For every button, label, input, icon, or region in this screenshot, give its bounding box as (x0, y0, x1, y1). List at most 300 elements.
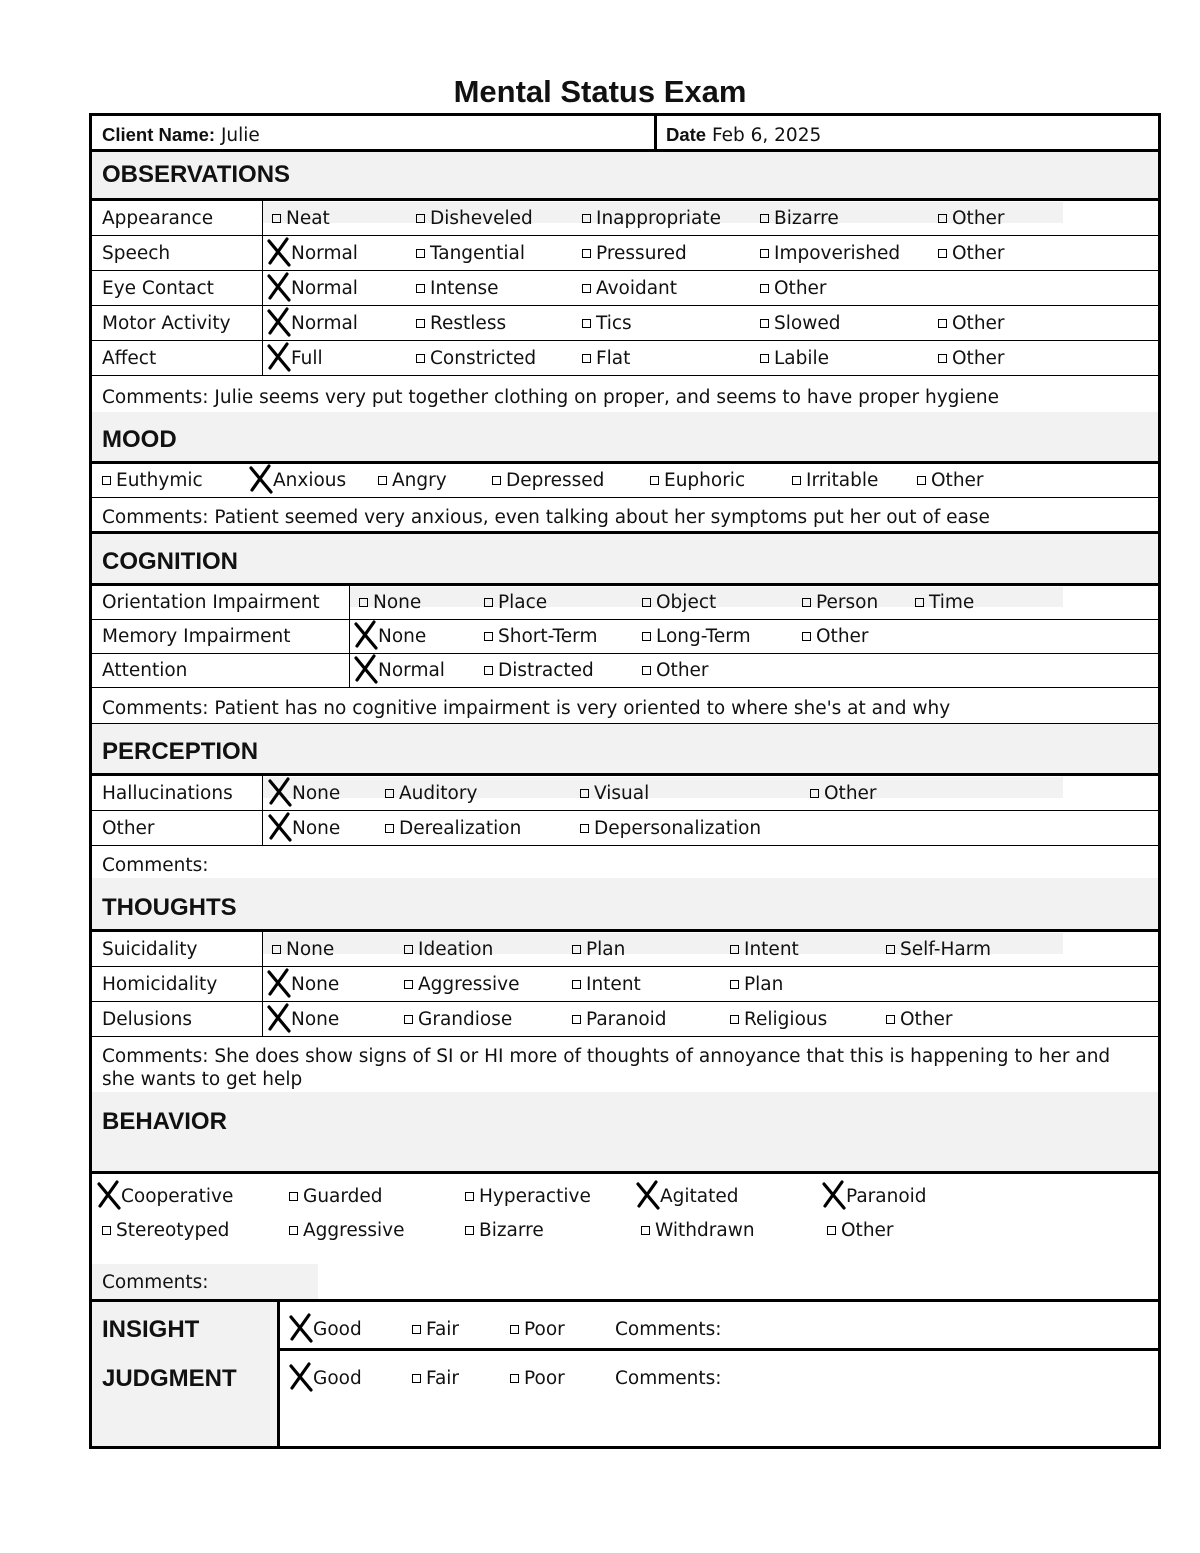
checkbox-icon (359, 598, 368, 607)
cognition-comments[interactable]: Comments: Patient has no cognitive impairment is very oriented to where she's at and why (102, 698, 951, 719)
option-label: None (292, 783, 341, 804)
mood-option-irritable[interactable] (792, 470, 878, 492)
observations-option-normal[interactable] (272, 243, 358, 265)
section-observations (92, 152, 1158, 201)
option-label: Avoidant (596, 278, 678, 299)
date-field[interactable] (666, 124, 821, 147)
option-label: Good (313, 1319, 362, 1340)
observations-option-other[interactable] (938, 208, 1005, 230)
mood-option-angry[interactable] (378, 470, 447, 492)
checkbox-icon (510, 1374, 519, 1383)
date-label: Date (666, 124, 707, 145)
checkbox-icon (582, 319, 591, 328)
perception-label-hallucinations: Hallucinations (102, 783, 233, 804)
behavior-option-cooperative[interactable] (102, 1186, 233, 1208)
observations-heading: OBSERVATIONS (102, 161, 291, 188)
option-label: Tics (596, 313, 632, 334)
checkbox-icon (580, 824, 589, 833)
checkbox-icon (465, 1192, 474, 1201)
perception-option-other[interactable] (810, 783, 877, 805)
option-label: Grandiose (418, 1009, 513, 1030)
option-label: Good (313, 1368, 362, 1389)
judgment-comments[interactable]: Comments: (615, 1368, 722, 1389)
option-label: Visual (594, 783, 650, 804)
option-label: Bizarre (774, 208, 839, 229)
option-label: Plan (586, 939, 626, 960)
section-perception (92, 724, 1158, 776)
page-title: Mental Status Exam (453, 74, 747, 109)
option-label: Normal (291, 278, 358, 299)
insight-option-fair[interactable] (412, 1319, 459, 1341)
label-divider (262, 1002, 263, 1037)
option-label: Paranoid (586, 1009, 667, 1030)
client-name-value: Julie (220, 125, 260, 146)
cognition-option-other[interactable] (642, 660, 709, 682)
checkbox-icon (102, 476, 111, 485)
checkbox-icon (730, 1015, 739, 1024)
option-label: Pressured (596, 243, 687, 264)
label-divider (262, 236, 263, 271)
option-label: None (378, 626, 427, 647)
observations-option-other[interactable] (938, 243, 1005, 265)
cognition-option-normal[interactable] (359, 660, 445, 682)
checkbox-icon (760, 319, 769, 328)
option-label: Religious (744, 1009, 828, 1030)
checkbox-icon (802, 598, 811, 607)
observations-option-full[interactable] (272, 348, 323, 370)
option-label: Fair (426, 1368, 460, 1389)
judgment-row (92, 1365, 1158, 1398)
checkbox-icon (792, 476, 801, 485)
option-label: Object (656, 592, 717, 613)
section-thoughts (92, 878, 1158, 932)
option-label: Disheveled (430, 208, 533, 229)
option-label: Withdrawn (655, 1220, 755, 1241)
checkbox-icon (102, 1226, 111, 1235)
header-row (92, 116, 1158, 152)
checkmark-x-icon (266, 272, 292, 308)
option-label: None (291, 974, 340, 995)
option-label: Long-Term (656, 626, 751, 647)
observations-option-disheveled[interactable] (416, 208, 533, 230)
option-label: Auditory (399, 783, 478, 804)
observations-option-normal[interactable] (272, 278, 358, 300)
judgment-option-fair[interactable] (412, 1368, 459, 1390)
observations-label-motor-activity: Motor Activity (102, 313, 231, 334)
option-label: Fair (426, 1319, 460, 1340)
checkbox-icon (642, 632, 651, 641)
thoughts-row-homicidality (92, 967, 1158, 1002)
behavior-option-paranoid[interactable] (827, 1186, 927, 1208)
option-label: Hyperactive (479, 1186, 591, 1207)
checkbox-icon (378, 476, 387, 485)
checkbox-icon (760, 249, 769, 258)
checkbox-icon (572, 945, 581, 954)
thoughts-option-self-harm[interactable] (886, 939, 991, 961)
thoughts-option-intent[interactable] (572, 974, 641, 996)
label-divider (349, 586, 350, 620)
behavior-option-hyperactive[interactable] (465, 1186, 591, 1208)
thoughts-label-delusions: Delusions (102, 1009, 192, 1030)
checkbox-icon (385, 789, 394, 798)
label-divider (262, 967, 263, 1002)
mood-option-depressed[interactable] (492, 470, 604, 492)
option-label: Cooperative (121, 1186, 234, 1207)
option-label: Other (952, 208, 1005, 229)
option-label: Labile (774, 348, 830, 369)
checkbox-icon (484, 598, 493, 607)
label-divider (349, 654, 350, 688)
option-label: Angry (392, 470, 447, 491)
label-divider (262, 932, 263, 967)
option-label: Bizarre (479, 1220, 544, 1241)
observations-option-labile[interactable] (760, 348, 829, 370)
option-label: Depressed (506, 470, 605, 491)
label-divider (262, 341, 263, 376)
option-label: Other (952, 348, 1005, 369)
checkbox-icon (582, 249, 591, 258)
option-label: None (286, 939, 335, 960)
checkbox-icon (917, 476, 926, 485)
option-label: Irritable (806, 470, 879, 491)
perception-option-none[interactable] (273, 818, 340, 840)
checkmark-x-icon (266, 1003, 292, 1039)
observations-option-slowed[interactable] (760, 313, 840, 335)
observations-label-affect: Affect (102, 348, 157, 369)
checkmark-x-icon (248, 464, 274, 500)
checkbox-icon (289, 1226, 298, 1235)
thoughts-option-other[interactable] (886, 1009, 953, 1031)
option-label: None (292, 818, 341, 839)
option-label: Paranoid (846, 1186, 927, 1207)
section-mood (92, 412, 1158, 464)
perception-comments-row (92, 846, 1158, 882)
judgment-heading: JUDGMENT (102, 1365, 237, 1392)
observations-option-flat[interactable] (582, 348, 630, 370)
option-label: Full (291, 348, 323, 369)
checkbox-icon (827, 1226, 836, 1235)
mood-option-euphoric[interactable] (650, 470, 745, 492)
option-label: Time (929, 592, 975, 613)
checkmark-x-icon (266, 968, 292, 1004)
mood-option-other[interactable] (917, 470, 984, 492)
thoughts-label-homicidality: Homicidality (102, 974, 218, 995)
behavior-comments[interactable]: Comments: (102, 1272, 209, 1293)
checkbox-icon (938, 354, 947, 363)
label-divider (262, 776, 263, 811)
date-value: Feb 6, 2025 (712, 125, 822, 146)
option-label: Depersonalization (594, 818, 762, 839)
checkmark-x-icon (266, 307, 292, 343)
option-label: Derealization (399, 818, 522, 839)
option-label: Other (824, 783, 877, 804)
option-label: Intent (744, 939, 799, 960)
option-label: Impoverished (774, 243, 901, 264)
judgment-option-good[interactable] (294, 1368, 362, 1390)
option-label: None (291, 1009, 340, 1030)
behavior-option-other[interactable] (827, 1220, 894, 1242)
section-cognition (92, 534, 1158, 586)
option-label: Stereotyped (116, 1220, 230, 1241)
checkbox-icon (730, 945, 739, 954)
cognition-option-long-term[interactable] (642, 626, 751, 648)
observations-option-other[interactable] (938, 313, 1005, 335)
option-label: Normal (291, 243, 358, 264)
checkmark-x-icon (288, 1313, 314, 1349)
insight-comments[interactable]: Comments: (615, 1319, 722, 1340)
option-label: Other (952, 243, 1005, 264)
option-label: None (373, 592, 422, 613)
checkmark-x-icon (267, 777, 293, 813)
observations-comments[interactable]: Comments: Julie seems very put together clothing on proper, and seems to have proper hygiene (102, 387, 1000, 408)
checkbox-icon (938, 319, 947, 328)
option-label: Other (900, 1009, 953, 1030)
checkbox-icon (938, 249, 947, 258)
section-behavior (92, 1092, 1158, 1174)
observations-option-intense[interactable] (416, 278, 499, 300)
behavior-option-stereotyped[interactable] (102, 1220, 229, 1242)
observations-row-affect (92, 341, 1158, 376)
observations-option-neat[interactable] (272, 208, 330, 230)
observations-option-impoverished[interactable] (760, 243, 900, 265)
perception-option-auditory[interactable] (385, 783, 477, 805)
thoughts-option-religious[interactable] (730, 1009, 827, 1031)
cognition-label-memory-impairment: Memory Impairment (102, 626, 291, 647)
thoughts-option-none[interactable] (272, 1009, 339, 1031)
checkbox-icon (582, 214, 591, 223)
option-label: Intent (586, 974, 641, 995)
thoughts-label-suicidality: Suicidality (102, 939, 198, 960)
checkbox-icon (760, 284, 769, 293)
option-label: Anxious (273, 470, 347, 491)
mood-row (92, 464, 1158, 498)
checkmark-x-icon (267, 812, 293, 848)
behavior-heading: BEHAVIOR (102, 1108, 227, 1135)
thoughts-option-plan[interactable] (730, 974, 783, 996)
observations-row-eye-contact (92, 271, 1158, 306)
checkbox-icon (572, 980, 581, 989)
mood-option-anxious[interactable] (254, 470, 346, 492)
cognition-option-place[interactable] (484, 592, 547, 614)
checkbox-icon (404, 1015, 413, 1024)
observations-row-motor-activity (92, 306, 1158, 341)
cognition-option-other[interactable] (802, 626, 869, 648)
judgment-option-poor[interactable] (510, 1368, 565, 1390)
checkbox-icon (582, 284, 591, 293)
checkbox-icon (510, 1325, 519, 1334)
option-label: Flat (596, 348, 631, 369)
option-label: Neat (286, 208, 330, 229)
checkbox-icon (642, 666, 651, 675)
perception-row-other (92, 811, 1158, 846)
thoughts-comments-line1[interactable]: Comments: She does show signs of SI or HI more of thoughts of annoyance that this is happening to her and (102, 1046, 1111, 1067)
observations-option-restless[interactable] (416, 313, 506, 335)
checkmark-x-icon (266, 237, 292, 273)
checkbox-icon (412, 1374, 421, 1383)
checkbox-icon (289, 1192, 298, 1201)
thoughts-heading: THOUGHTS (102, 894, 237, 921)
cognition-option-distracted[interactable] (484, 660, 594, 682)
observations-option-other[interactable] (938, 348, 1005, 370)
checkbox-icon (416, 284, 425, 293)
option-label: Aggressive (418, 974, 520, 995)
checkbox-icon (650, 476, 659, 485)
checkbox-icon (484, 632, 493, 641)
checkmark-x-icon (288, 1362, 314, 1398)
cognition-comments-row (92, 690, 1158, 726)
observations-option-avoidant[interactable] (582, 278, 677, 300)
option-label: Short-Term (498, 626, 598, 647)
checkbox-icon (580, 789, 589, 798)
option-label: Other (952, 313, 1005, 334)
cognition-row-attention (92, 654, 1158, 688)
observations-row-appearance (92, 201, 1158, 236)
option-label: Inappropriate (596, 208, 721, 229)
cognition-option-object[interactable] (642, 592, 716, 614)
cognition-option-none[interactable] (359, 626, 426, 648)
checkbox-icon (416, 249, 425, 258)
checkbox-icon (642, 598, 651, 607)
mood-comments[interactable]: Comments: Patient seemed very anxious, even talking about her symptoms put her out of ease (102, 507, 990, 528)
label-divider (262, 306, 263, 341)
cognition-label-attention: Attention (102, 660, 188, 681)
checkbox-icon (802, 632, 811, 641)
observations-option-constricted[interactable] (416, 348, 536, 370)
option-label: Poor (524, 1319, 565, 1340)
cognition-label-orientation-impairment: Orientation Impairment (102, 592, 320, 613)
checkbox-icon (404, 945, 413, 954)
option-label: Plan (744, 974, 784, 995)
observations-option-other[interactable] (760, 278, 827, 300)
thoughts-option-paranoid[interactable] (572, 1009, 667, 1031)
option-label: Other (816, 626, 869, 647)
observations-option-inappropriate[interactable] (582, 208, 721, 230)
checkbox-icon (484, 666, 493, 675)
behavior-row1 (92, 1176, 1158, 1210)
option-label: Normal (291, 313, 358, 334)
client-name-field[interactable] (102, 124, 260, 147)
perception-label-other: Other (102, 818, 155, 839)
perception-option-derealization[interactable] (385, 818, 521, 840)
behavior-option-withdrawn[interactable] (641, 1220, 755, 1242)
option-label: Constricted (430, 348, 537, 369)
label-divider (262, 271, 263, 306)
behavior-option-aggressive[interactable] (289, 1220, 404, 1242)
checkbox-icon (416, 319, 425, 328)
cognition-option-none[interactable] (359, 592, 421, 614)
observations-option-normal[interactable] (272, 313, 358, 335)
insight-heading: INSIGHT (102, 1316, 200, 1343)
option-label: Ideation (418, 939, 494, 960)
cognition-option-person[interactable] (802, 592, 878, 614)
observations-label-eye-contact: Eye Contact (102, 278, 214, 299)
thoughts-option-ideation[interactable] (404, 939, 493, 961)
behavior-option-bizarre[interactable] (465, 1220, 544, 1242)
option-label: Euthymic (116, 470, 203, 491)
perception-option-depersonalization[interactable] (580, 818, 761, 840)
insight-option-good[interactable] (294, 1319, 362, 1341)
checkmark-x-icon (266, 342, 292, 378)
checkbox-icon (760, 214, 769, 223)
observations-label-appearance: Appearance (102, 208, 214, 229)
checkbox-icon (272, 214, 281, 223)
insight-row (92, 1316, 1158, 1349)
checkbox-icon (272, 945, 281, 954)
mood-option-euthymic[interactable] (102, 470, 203, 492)
observations-label-speech: Speech (102, 243, 171, 264)
perception-option-visual[interactable] (580, 783, 649, 805)
checkmark-x-icon (353, 620, 379, 656)
label-divider (262, 201, 263, 236)
checkbox-icon (886, 1015, 895, 1024)
checkbox-icon (465, 1226, 474, 1235)
label-divider (262, 811, 263, 846)
perception-heading: PERCEPTION (102, 738, 259, 765)
option-label: Other (841, 1220, 894, 1241)
observations-option-bizarre[interactable] (760, 208, 839, 230)
checkbox-icon (760, 354, 769, 363)
cognition-option-time[interactable] (915, 592, 974, 614)
checkmark-x-icon (353, 654, 379, 690)
option-label: Aggressive (303, 1220, 405, 1241)
cognition-heading: COGNITION (102, 548, 238, 575)
option-label: Normal (378, 660, 445, 681)
thoughts-option-none[interactable] (272, 974, 339, 996)
checkbox-icon (582, 354, 591, 363)
perception-comments[interactable]: Comments: (102, 855, 209, 876)
exam-form (89, 113, 1161, 1449)
checkbox-icon (641, 1226, 650, 1235)
perception-option-none[interactable] (273, 783, 340, 805)
mood-comments-row (92, 498, 1158, 534)
insight-option-poor[interactable] (510, 1319, 565, 1341)
thoughts-comments-line2: she wants to get help (102, 1069, 303, 1090)
checkbox-icon (412, 1325, 421, 1334)
checkbox-icon (886, 945, 895, 954)
checkbox-icon (416, 214, 425, 223)
thoughts-option-none[interactable] (272, 939, 334, 961)
checkbox-icon (730, 980, 739, 989)
thoughts-option-grandiose[interactable] (404, 1009, 512, 1031)
option-label: Tangential (430, 243, 526, 264)
cognition-row-orientation-impairment (92, 586, 1158, 620)
option-label: Euphoric (664, 470, 746, 491)
option-label: Intense (430, 278, 499, 299)
label-divider (349, 620, 350, 654)
perception-row-hallucinations (92, 776, 1158, 811)
cognition-option-short-term[interactable] (484, 626, 597, 648)
thoughts-option-aggressive[interactable] (404, 974, 519, 996)
observations-option-pressured[interactable] (582, 243, 687, 265)
observations-row-speech (92, 236, 1158, 271)
checkbox-icon (385, 824, 394, 833)
observations-option-tics[interactable] (582, 313, 632, 335)
behavior-option-agitated[interactable] (641, 1186, 739, 1208)
option-label: Agitated (660, 1186, 739, 1207)
cognition-row-memory-impairment (92, 620, 1158, 654)
behavior-option-guarded[interactable] (289, 1186, 383, 1208)
mood-heading: MOOD (102, 426, 177, 453)
thoughts-option-intent[interactable] (730, 939, 799, 961)
thoughts-option-plan[interactable] (572, 939, 625, 961)
option-label: Guarded (303, 1186, 383, 1207)
option-label: Restless (430, 313, 507, 334)
option-label: Poor (524, 1368, 565, 1389)
checkbox-icon (572, 1015, 581, 1024)
behavior-row2 (92, 1210, 1158, 1244)
checkbox-icon (492, 476, 501, 485)
observations-option-tangential[interactable] (416, 243, 525, 265)
